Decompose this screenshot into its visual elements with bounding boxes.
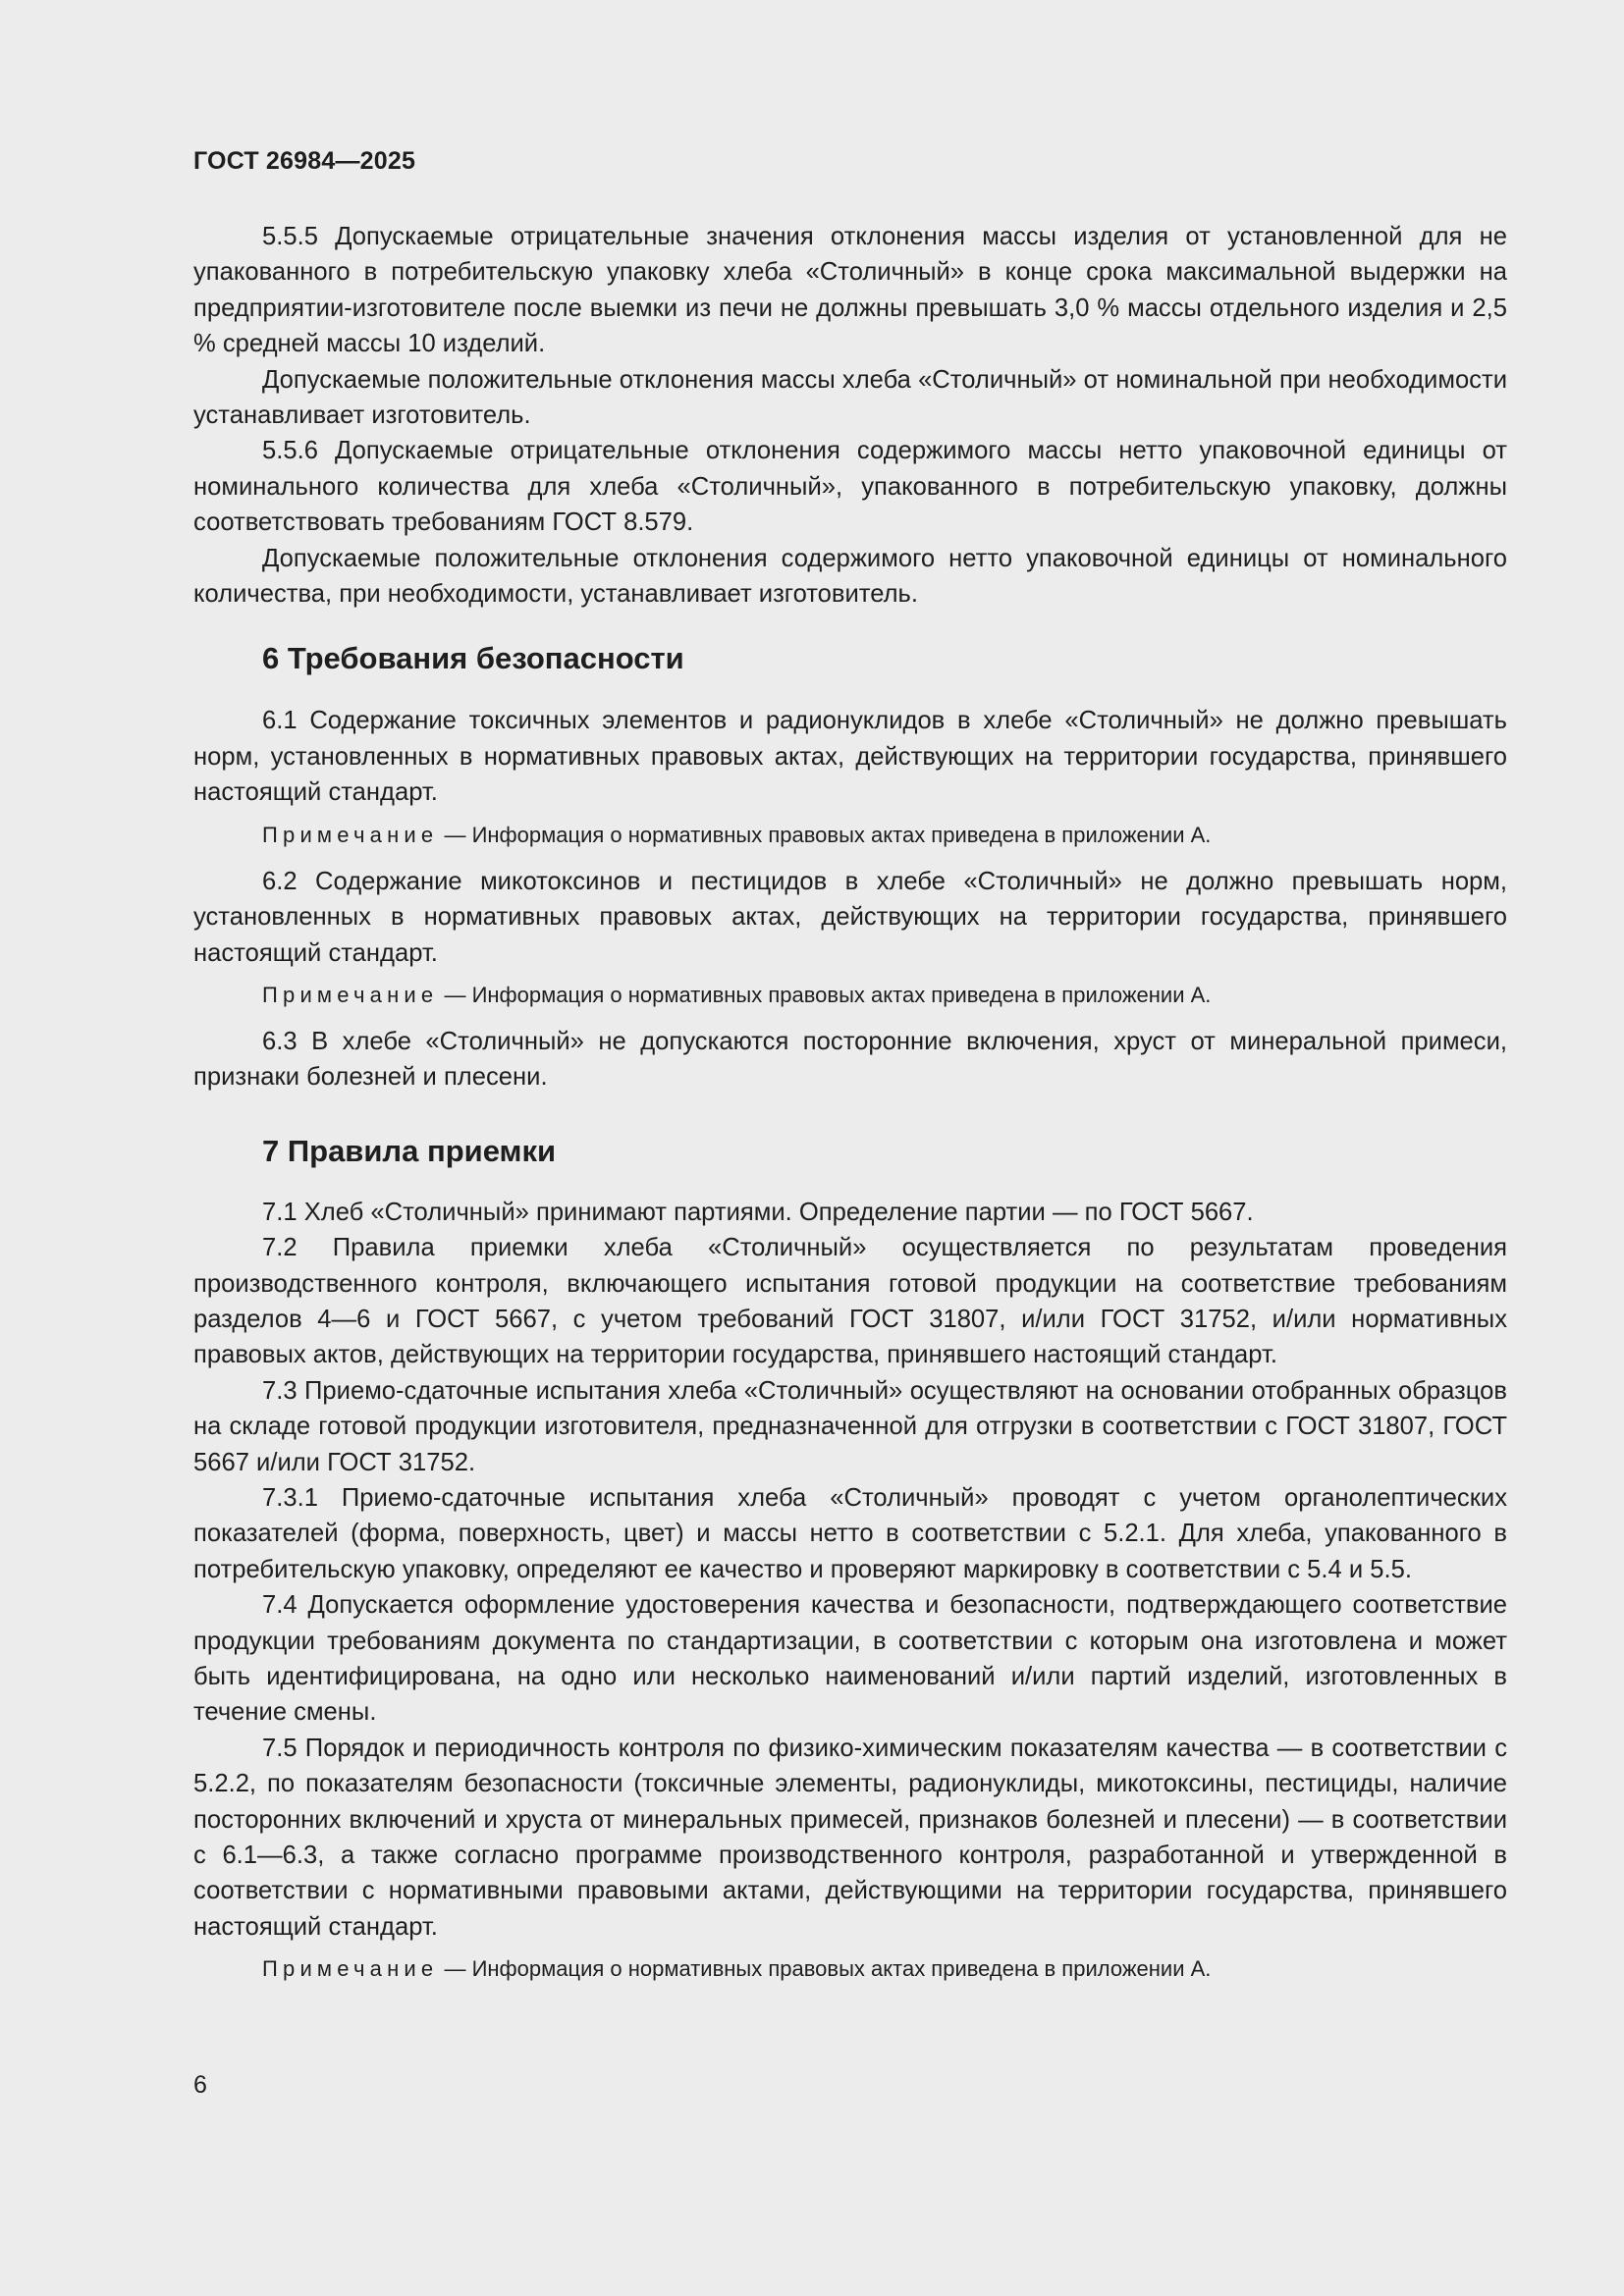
paragraph-positive-deviation-mass: Допускаемые положительные отклонения массы хлеба «Столичный» от номинальной при необходимости устанавливает изготовитель.: [193, 365, 1507, 430]
note-label: Примечание: [262, 1956, 439, 1982]
note-6-2: [193, 980, 1507, 1011]
paragraph-7-4: 7.4 Допускается оформление удостоверения качества и безопасности, подтверждающего соответствие продукции требованиям документа по стандартизации, в соответствии с которым она изготовлена и может быть идентифицирована, на одно или несколько наименований и/или партий изделий, изготовленных в течение смены.: [193, 1591, 1507, 1727]
paragraph-7-5: 7.5 Порядок и периодичность контроля по физико-химическим показателям качества — в соответствии с 5.2.2, по показателям безопасности (токсичные элементы, радионуклиды, микотоксины, пестициды, наличие посторонних включений и хруста от минеральных примесей, признаков болезней и плесени) — в соответствии с 6.1—6.3, а также согласно программе производственного контроля, разработанной и утвержденной в соответствии с нормативными правовыми актами, действующими на территории государства, принявшего настоящий стандарт.: [193, 1734, 1507, 1941]
note-7-5: [193, 1953, 1507, 1985]
paragraph-positive-deviation-net: Допускаемые положительные отклонения содержимого нетто упаковочной единицы от номинального количества, при необходимости, устанавливает изготовитель.: [193, 544, 1507, 609]
document-code-header: ГОСТ 26984—2025: [193, 147, 416, 175]
note-text: — Информация о нормативных правовых актах приведена в приложении А.: [438, 982, 1212, 1007]
paragraph-7-3: 7.3 Приемо-сдаточные испытания хлеба «Столичный» осуществляют на основании отобранных образцов на складе готовой продукции изготовителя, предназначенной для отгрузки в соответствии с ГОСТ 31807, ГОСТ 5667 и/или ГОСТ 31752.: [193, 1376, 1507, 1476]
paragraph-6-1: 6.1 Содержание токсичных элементов и радионуклидов в хлебе «Столичный» не должно превышать норм, установленных в нормативных правовых актах, действующих на территории государства, принявшего настоящий стандарт.: [193, 707, 1507, 807]
section-7-title: 7 Правила приемки: [262, 1133, 557, 1168]
note-text: — Информация о нормативных правовых актах приведена в приложении А.: [438, 1956, 1212, 1982]
document-page: [193, 147, 1507, 1998]
paragraph-5-5-5: 5.5.5 Допускаемые отрицательные значения отклонения массы изделия от установленной для не упакованного в потребительскую упаковку хлеба «Столичный» в конце срока максимальной выдержки на предприятии-изготовителе после выемки из печи не должны превышать 3,0 % массы отдельного изделия и 2,5 % средней массы 10 изделий.: [193, 223, 1507, 358]
paragraph-6-2: 6.2 Содержание микотоксинов и пестицидов в хлебе «Столичный» не должно превышать норм, установленных в нормативных правовых актах, действующих на территории государства, принявшего настоящий стандарт.: [193, 867, 1507, 967]
note-text: — Информация о нормативных правовых актах приведена в приложении А.: [438, 822, 1212, 847]
note-6-1: [193, 820, 1507, 851]
paragraph-7-1: 7.1 Хлеб «Столичный» принимают партиями. Определение партии — по ГОСТ 5667.: [262, 1198, 1254, 1226]
section-6-title: 6 Требования безопасности: [262, 641, 684, 676]
page-number: 6: [193, 2071, 207, 2099]
paragraph-6-3: 6.3 В хлебе «Столичный» не допускаются посторонние включения, хруст от минеральной примеси, признаки болезней и плесени.: [193, 1027, 1507, 1092]
paragraph-7-2: 7.2 Правила приемки хлеба «Столичный» осуществляется по результатам проведения производственного контроля, включающего испытания готовой продукции на соответствие требованиям разделов 4—6 и ГОСТ 5667, с учетом требований ГОСТ 31807, и/или ГОСТ 31752, и/или нормативных правовых актов, действующих на территории государства, принявшего настоящий стандарт.: [193, 1234, 1507, 1369]
note-label: Примечание: [262, 822, 439, 847]
paragraph-7-3-1: 7.3.1 Приемо-сдаточные испытания хлеба «Столичный» проводят с учетом органолептических показателей (форма, поверхность, цвет) и массы нетто в соответствии с 5.2.1. Для хлеба, упакованного в потребительскую упаковку, определяют ее качество и проверяют маркировку в соответствии с 5.4 и 5.5.: [193, 1483, 1507, 1583]
note-label: Примечание: [262, 982, 439, 1007]
paragraph-5-5-6: 5.5.6 Допускаемые отрицательные отклонения содержимого массы нетто упаковочной единицы от номинального количества для хлеба «Столичный», упакованного в потребительскую упаковку, должны соответствовать требованиям ГОСТ 8.579.: [193, 437, 1507, 537]
